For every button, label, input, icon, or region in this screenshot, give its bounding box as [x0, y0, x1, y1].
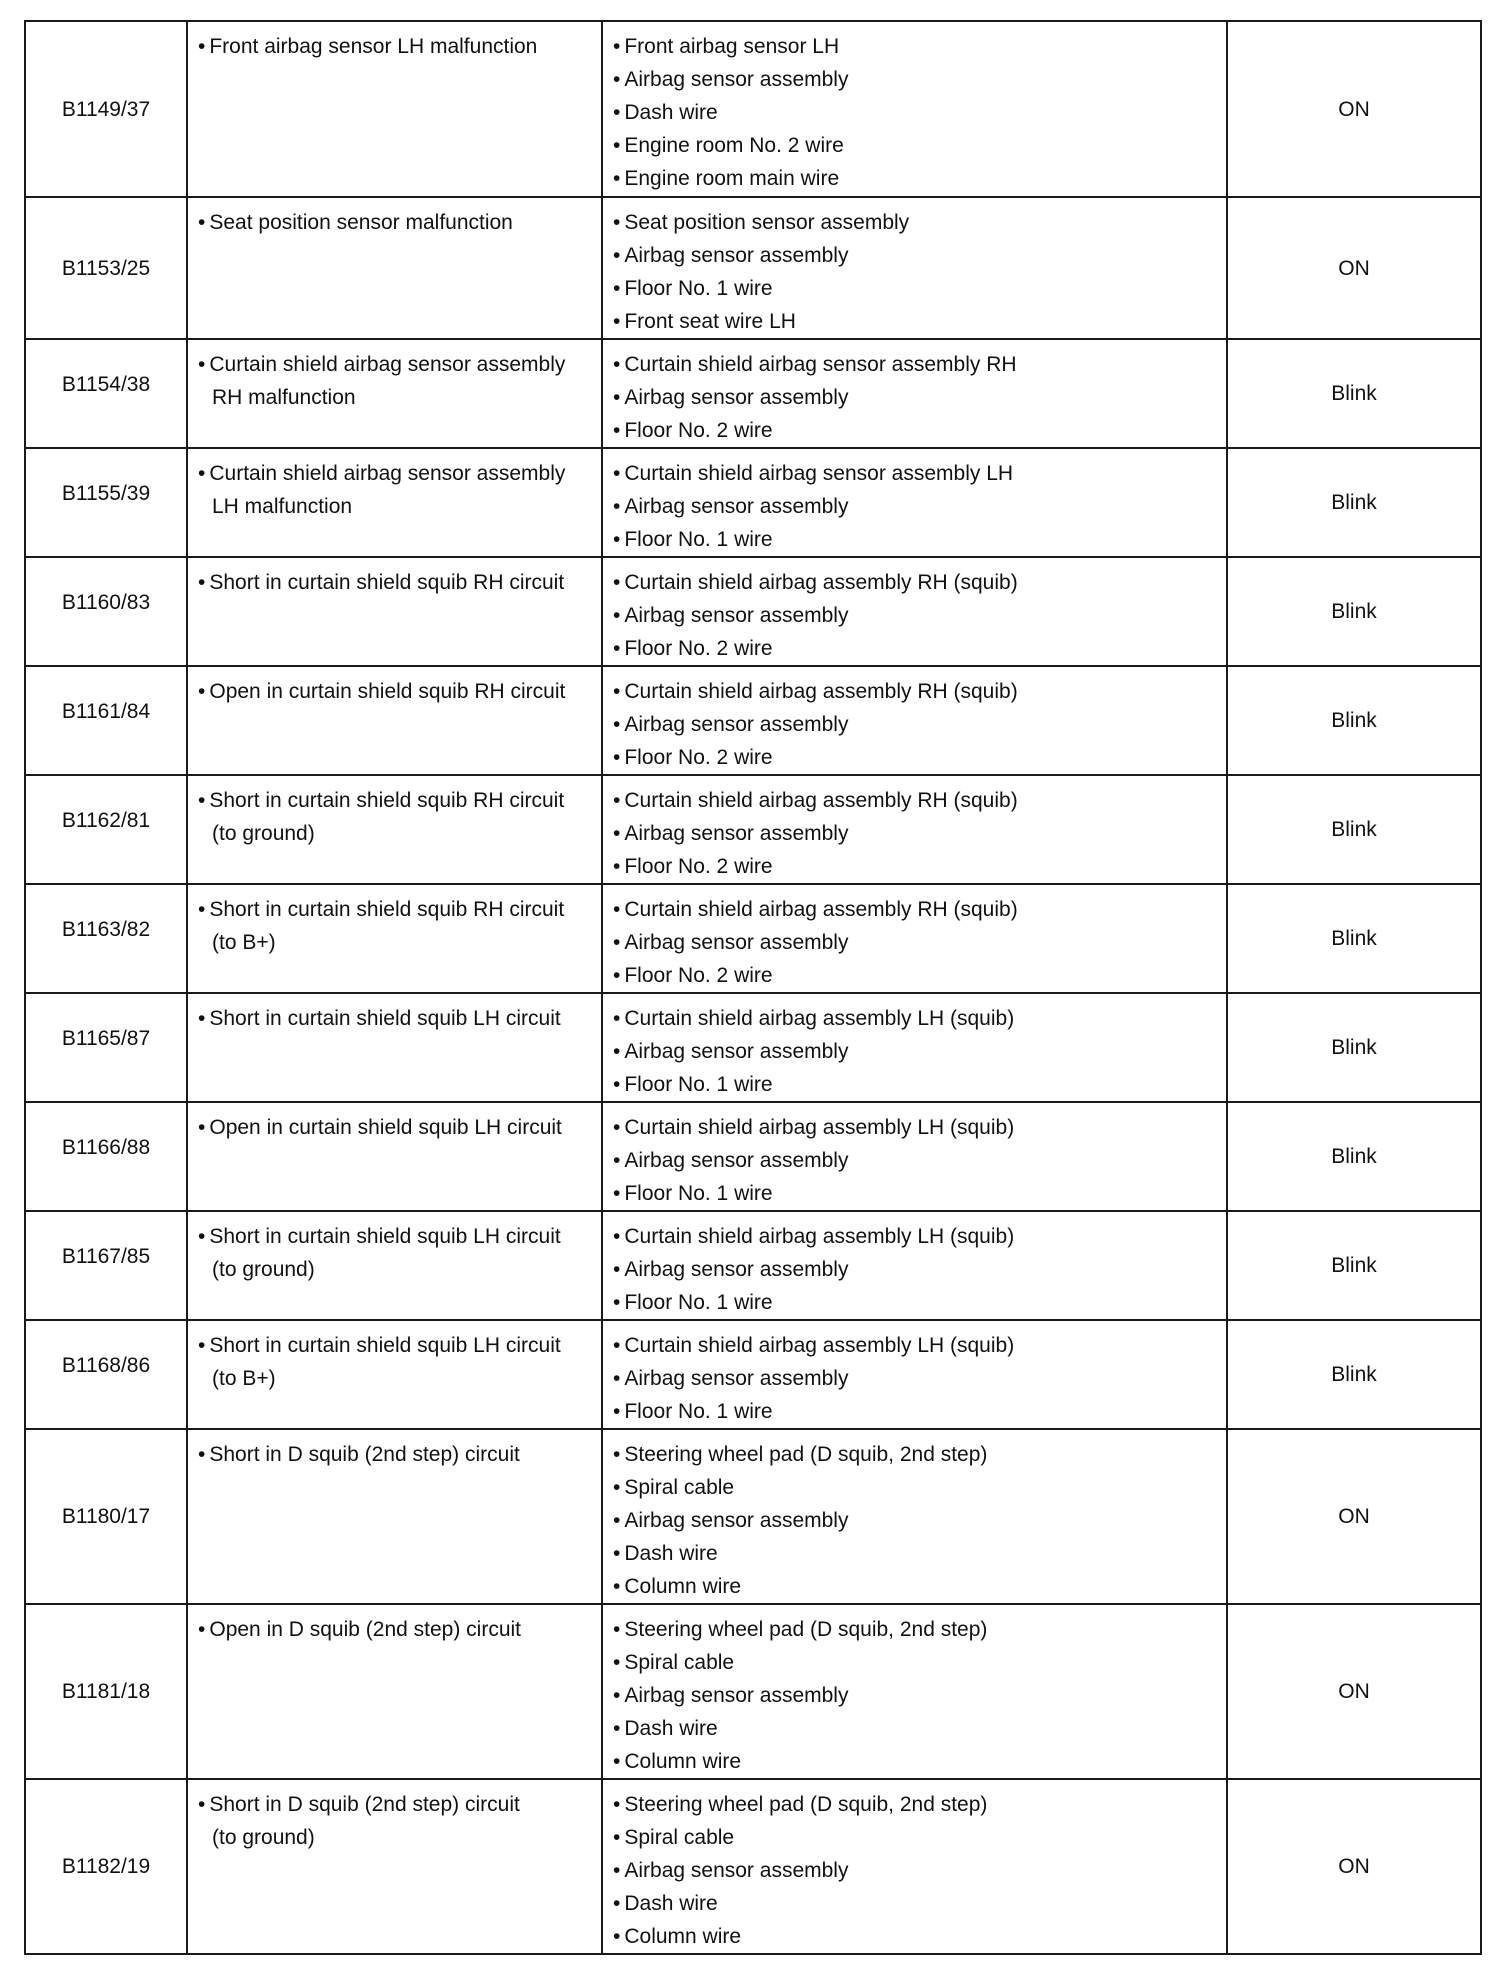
- dtc-code: B1166/88: [25, 1102, 187, 1211]
- dtc-code: B1181/18: [25, 1604, 187, 1779]
- trouble-area: [602, 1102, 1227, 1211]
- condition-text: • Short in curtain shield squib LH circuit: [198, 1329, 593, 1362]
- dtc-code: B1180/17: [25, 1429, 187, 1604]
- list-item: • Airbag sensor assembly: [613, 926, 1218, 959]
- trouble-area-list: [613, 1002, 1218, 1101]
- list-item: • Floor No. 1 wire: [613, 1286, 1218, 1319]
- table-row: [25, 1102, 1481, 1211]
- table-row: [25, 993, 1481, 1102]
- condition-text: (to ground): [212, 822, 315, 845]
- list-item: • Airbag sensor assembly: [613, 1504, 1218, 1537]
- condition-text: • Seat position sensor malfunction: [198, 206, 593, 239]
- trouble-area-list: [613, 1613, 1218, 1778]
- list-item: • Floor No. 1 wire: [613, 1068, 1218, 1101]
- detection-condition: [187, 448, 602, 557]
- list-item: • Airbag sensor assembly: [613, 1035, 1218, 1068]
- list-item: • Curtain shield airbag assembly RH (squib): [613, 784, 1218, 817]
- condition-text: • Front airbag sensor LH malfunction: [198, 30, 593, 63]
- condition-text: • Open in curtain shield squib RH circuit: [198, 675, 593, 708]
- srs-warning-light: ON: [1227, 197, 1481, 339]
- list-item: • Floor No. 1 wire: [613, 1395, 1218, 1428]
- list-item: • Curtain shield airbag assembly LH (squib): [613, 1329, 1218, 1362]
- trouble-area-list: [613, 1220, 1218, 1319]
- list-item: • Airbag sensor assembly: [613, 239, 1218, 272]
- table-row: [25, 1211, 1481, 1320]
- dtc-code: B1168/86: [25, 1320, 187, 1429]
- srs-warning-light: ON: [1227, 1779, 1481, 1954]
- list-item: • Airbag sensor assembly: [613, 1144, 1218, 1177]
- srs-warning-light: Blink: [1227, 666, 1481, 775]
- list-item: • Seat position sensor assembly: [613, 206, 1218, 239]
- condition-text: • Open in curtain shield squib LH circuit: [198, 1111, 593, 1144]
- list-item: • Curtain shield airbag assembly LH (squib): [613, 1002, 1218, 1035]
- list-item: • Airbag sensor assembly: [613, 599, 1218, 632]
- detection-condition: [187, 1604, 602, 1779]
- list-item: • Airbag sensor assembly: [613, 1854, 1218, 1887]
- detection-condition: [187, 1429, 602, 1604]
- condition-text: • Curtain shield airbag sensor assembly: [198, 348, 593, 381]
- detection-condition: [187, 1320, 602, 1429]
- list-item: • Column wire: [613, 1745, 1218, 1778]
- dtc-table: [24, 20, 1482, 1955]
- condition-text: (to B+): [212, 931, 276, 954]
- list-item: • Steering wheel pad (D squib, 2nd step): [613, 1788, 1218, 1821]
- dtc-code: B1165/87: [25, 993, 187, 1102]
- list-item: • Floor No. 2 wire: [613, 741, 1218, 774]
- list-item: • Front seat wire LH: [613, 305, 1218, 338]
- trouble-area-list: [613, 1788, 1218, 1953]
- table-row: [25, 339, 1481, 448]
- table-row: [25, 775, 1481, 884]
- trouble-area-list: [613, 675, 1218, 774]
- srs-warning-light: Blink: [1227, 1211, 1481, 1320]
- list-item: • Airbag sensor assembly: [613, 708, 1218, 741]
- condition-text: (to B+): [212, 1367, 276, 1390]
- list-item: • Floor No. 2 wire: [613, 959, 1218, 992]
- list-item: • Floor No. 2 wire: [613, 850, 1218, 883]
- list-item: • Curtain shield airbag sensor assembly RH: [613, 348, 1218, 381]
- list-item: • Airbag sensor assembly: [613, 1253, 1218, 1286]
- detection-condition: [187, 197, 602, 339]
- trouble-area: [602, 884, 1227, 993]
- condition-text: (to ground): [212, 1826, 315, 1849]
- srs-warning-light: ON: [1227, 1604, 1481, 1779]
- list-item: • Curtain shield airbag sensor assembly LH: [613, 457, 1218, 490]
- trouble-area: [602, 1779, 1227, 1954]
- detection-condition: [187, 884, 602, 993]
- table-row: [25, 884, 1481, 993]
- list-item: • Curtain shield airbag assembly LH (squib): [613, 1111, 1218, 1144]
- condition-text: • Short in curtain shield squib LH circuit: [198, 1002, 593, 1035]
- list-item: • Airbag sensor assembly: [613, 1362, 1218, 1395]
- list-item: • Column wire: [613, 1920, 1218, 1953]
- trouble-area: [602, 21, 1227, 197]
- list-item: • Curtain shield airbag assembly RH (squib): [613, 675, 1218, 708]
- list-item: • Airbag sensor assembly: [613, 381, 1218, 414]
- trouble-area-list: [613, 1329, 1218, 1428]
- trouble-area: [602, 993, 1227, 1102]
- list-item: • Curtain shield airbag assembly LH (squib): [613, 1220, 1218, 1253]
- dtc-code: B1155/39: [25, 448, 187, 557]
- list-item: • Floor No. 1 wire: [613, 272, 1218, 305]
- srs-warning-light: Blink: [1227, 1102, 1481, 1211]
- condition-text: • Short in curtain shield squib RH circuit: [198, 566, 593, 599]
- dtc-code: B1167/85: [25, 1211, 187, 1320]
- list-item: • Column wire: [613, 1570, 1218, 1603]
- trouble-area-list: [613, 457, 1218, 556]
- srs-warning-light: ON: [1227, 1429, 1481, 1604]
- srs-warning-light: ON: [1227, 21, 1481, 197]
- table-row: [25, 666, 1481, 775]
- detection-condition: [187, 21, 602, 197]
- table-row: [25, 21, 1481, 197]
- table-row: [25, 197, 1481, 339]
- list-item: • Engine room No. 2 wire: [613, 129, 1218, 162]
- detection-condition: [187, 993, 602, 1102]
- trouble-area-list: [613, 206, 1218, 338]
- list-item: • Curtain shield airbag assembly RH (squib): [613, 566, 1218, 599]
- trouble-area: [602, 1211, 1227, 1320]
- trouble-area: [602, 197, 1227, 339]
- list-item: • Spiral cable: [613, 1821, 1218, 1854]
- list-item: • Airbag sensor assembly: [613, 490, 1218, 523]
- detection-condition: [187, 339, 602, 448]
- trouble-area: [602, 775, 1227, 884]
- trouble-area-list: [613, 1111, 1218, 1210]
- list-item: • Dash wire: [613, 1887, 1218, 1920]
- trouble-area: [602, 1320, 1227, 1429]
- dtc-code: B1162/81: [25, 775, 187, 884]
- dtc-code: B1182/19: [25, 1779, 187, 1954]
- trouble-area-list: [613, 566, 1218, 665]
- condition-text: • Curtain shield airbag sensor assembly: [198, 457, 593, 490]
- table-row: [25, 1604, 1481, 1779]
- list-item: • Steering wheel pad (D squib, 2nd step): [613, 1438, 1218, 1471]
- detection-condition: [187, 666, 602, 775]
- condition-text: • Short in curtain shield squib RH circuit: [198, 893, 593, 926]
- trouble-area: [602, 448, 1227, 557]
- list-item: • Floor No. 1 wire: [613, 523, 1218, 556]
- list-item: • Spiral cable: [613, 1471, 1218, 1504]
- list-item: • Dash wire: [613, 1537, 1218, 1570]
- dtc-code: B1163/82: [25, 884, 187, 993]
- trouble-area: [602, 1604, 1227, 1779]
- detection-condition: [187, 775, 602, 884]
- condition-text: • Short in curtain shield squib LH circuit: [198, 1220, 593, 1253]
- detection-condition: [187, 1102, 602, 1211]
- list-item: • Floor No. 2 wire: [613, 414, 1218, 447]
- trouble-area-list: [613, 784, 1218, 883]
- detection-condition: [187, 557, 602, 666]
- dtc-code: B1153/25: [25, 197, 187, 339]
- list-item: • Dash wire: [613, 96, 1218, 129]
- dtc-table-body: [25, 21, 1481, 1954]
- list-item: • Airbag sensor assembly: [613, 63, 1218, 96]
- list-item: • Floor No. 2 wire: [613, 632, 1218, 665]
- table-row: [25, 1429, 1481, 1604]
- list-item: • Floor No. 1 wire: [613, 1177, 1218, 1210]
- table-row: [25, 448, 1481, 557]
- condition-text: • Short in D squib (2nd step) circuit: [198, 1788, 593, 1821]
- list-item: • Airbag sensor assembly: [613, 817, 1218, 850]
- dtc-code: B1149/37: [25, 21, 187, 197]
- trouble-area: [602, 339, 1227, 448]
- dtc-code: B1160/83: [25, 557, 187, 666]
- condition-text: RH malfunction: [212, 386, 356, 409]
- srs-warning-light: Blink: [1227, 339, 1481, 448]
- list-item: • Curtain shield airbag assembly RH (squib): [613, 893, 1218, 926]
- srs-warning-light: Blink: [1227, 993, 1481, 1102]
- list-item: • Spiral cable: [613, 1646, 1218, 1679]
- trouble-area-list: [613, 1438, 1218, 1603]
- condition-text: • Short in curtain shield squib RH circuit: [198, 784, 593, 817]
- srs-warning-light: Blink: [1227, 1320, 1481, 1429]
- srs-warning-light: Blink: [1227, 775, 1481, 884]
- list-item: • Steering wheel pad (D squib, 2nd step): [613, 1613, 1218, 1646]
- detection-condition: [187, 1211, 602, 1320]
- condition-text: • Open in D squib (2nd step) circuit: [198, 1613, 593, 1646]
- trouble-area: [602, 1429, 1227, 1604]
- table-row: [25, 1779, 1481, 1954]
- trouble-area-list: [613, 348, 1218, 447]
- detection-condition: [187, 1779, 602, 1954]
- condition-text: • Short in D squib (2nd step) circuit: [198, 1438, 593, 1471]
- table-row: [25, 1320, 1481, 1429]
- srs-warning-light: Blink: [1227, 448, 1481, 557]
- list-item: • Airbag sensor assembly: [613, 1679, 1218, 1712]
- condition-text: (to ground): [212, 1258, 315, 1281]
- dtc-code: B1154/38: [25, 339, 187, 448]
- trouble-area-list: [613, 893, 1218, 992]
- srs-warning-light: Blink: [1227, 884, 1481, 993]
- list-item: • Engine room main wire: [613, 162, 1218, 195]
- condition-text: LH malfunction: [212, 495, 353, 518]
- list-item: • Front airbag sensor LH: [613, 30, 1218, 63]
- list-item: • Dash wire: [613, 1712, 1218, 1745]
- trouble-area: [602, 557, 1227, 666]
- trouble-area: [602, 666, 1227, 775]
- table-row: [25, 557, 1481, 666]
- srs-warning-light: Blink: [1227, 557, 1481, 666]
- dtc-code: B1161/84: [25, 666, 187, 775]
- trouble-area-list: [613, 30, 1218, 195]
